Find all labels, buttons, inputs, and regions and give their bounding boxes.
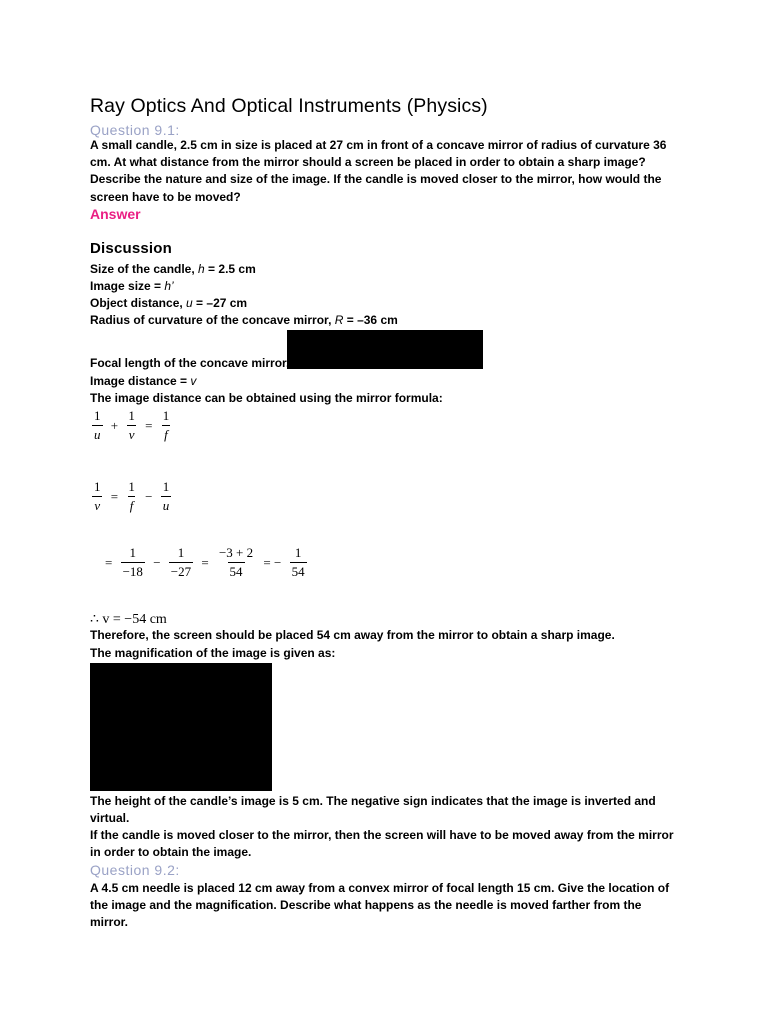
mirror-formula-equation: $\frac{1}{u}$ + $\frac{1}{v}$ = $\frac{1}{f}$ [94,408,170,442]
screen-placement-text: Therefore, the screen should be placed 54 cm away from the mirror to obtain a sharp image. [90,628,615,642]
fraction: $\frac{1}{-18}$ [122,545,143,579]
fraction: $\frac{1}{f}$ [128,479,135,513]
fraction: $\frac{1}{f}$ [162,408,170,442]
rearranged-formula-equation: $\frac{1}{v}$ = $\frac{1}{f}$ − $\frac{1}{u}$ [94,479,170,513]
fraction: $\frac{1}{u}$ [162,479,170,513]
substitution-equation: = $\frac{1}{-18}$ − $\frac{1}{-27}$ = $\frac{-3 + 2}{54}$ = − $\frac{1}{54}$ [105,545,305,579]
magnification-intro: The magnification of the image is given as: [90,646,336,660]
given-image-size: Image size = h’ [90,279,174,293]
fraction: $\frac{1}{-27}$ [170,545,192,579]
mirror-formula-intro: The image distance can be obtained using the mirror formula: [90,391,443,405]
given-focal-length: Focal length of the concave mirror, [90,356,290,370]
magnification-equation-image [90,663,272,791]
fraction: $\frac{1}{54}$ [291,545,305,579]
image-height-conclusion: The height of the candle’s image is 5 cm. The negative sign indicates that the image is inverted and virtual. [90,794,656,826]
given-radius-of-curvature: Radius of curvature of the concave mirror, R = –36 cm [90,313,398,327]
fraction: $\frac{-3 + 2}{54}$ [218,545,254,579]
question-9-2-heading: Question 9.2: [90,862,180,878]
given-object-distance: Object distance, u = –27 cm [90,296,248,310]
given-image-distance: Image distance = v [90,374,197,388]
fraction: $\frac{1}{v}$ [94,479,101,513]
fraction: $\frac{1}{u}$ [94,408,101,442]
question-9-2-text: A 4.5 cm needle is placed 12 cm away from a convex mirror of focal length 15 cm. Give the location of the image and the magnification. Describe what happens as the needle is moved farther from the mirror. [90,881,670,930]
image-distance-result: ∴ v = −54 cm [90,612,167,627]
given-candle-size: Size of the candle, h = 2.5 cm [90,262,256,276]
focal-length-equation-image [287,330,483,369]
question-9-1-heading: Question 9.1: [90,122,180,138]
candle-movement-conclusion: If the candle is moved closer to the mirror, then the screen will have to be moved away from the mirror in order to obtain the image. [90,828,674,860]
page-title: Ray Optics And Optical Instruments (Physics) [90,95,488,117]
question-9-1-text: A small candle, 2.5 cm in size is placed at 27 cm in front of a concave mirror of radius of curvature 36 cm. At what distance from the mirror should a screen be placed in order to obtain a sharp image? Describe the nature and size of the image. If the candle is moved closer to the mirror, how would the screen have to be moved? [90,138,667,204]
discussion-heading: Discussion [90,240,173,257]
answer-label: Answer [90,206,141,222]
fraction: $\frac{1}{v}$ [128,408,135,442]
